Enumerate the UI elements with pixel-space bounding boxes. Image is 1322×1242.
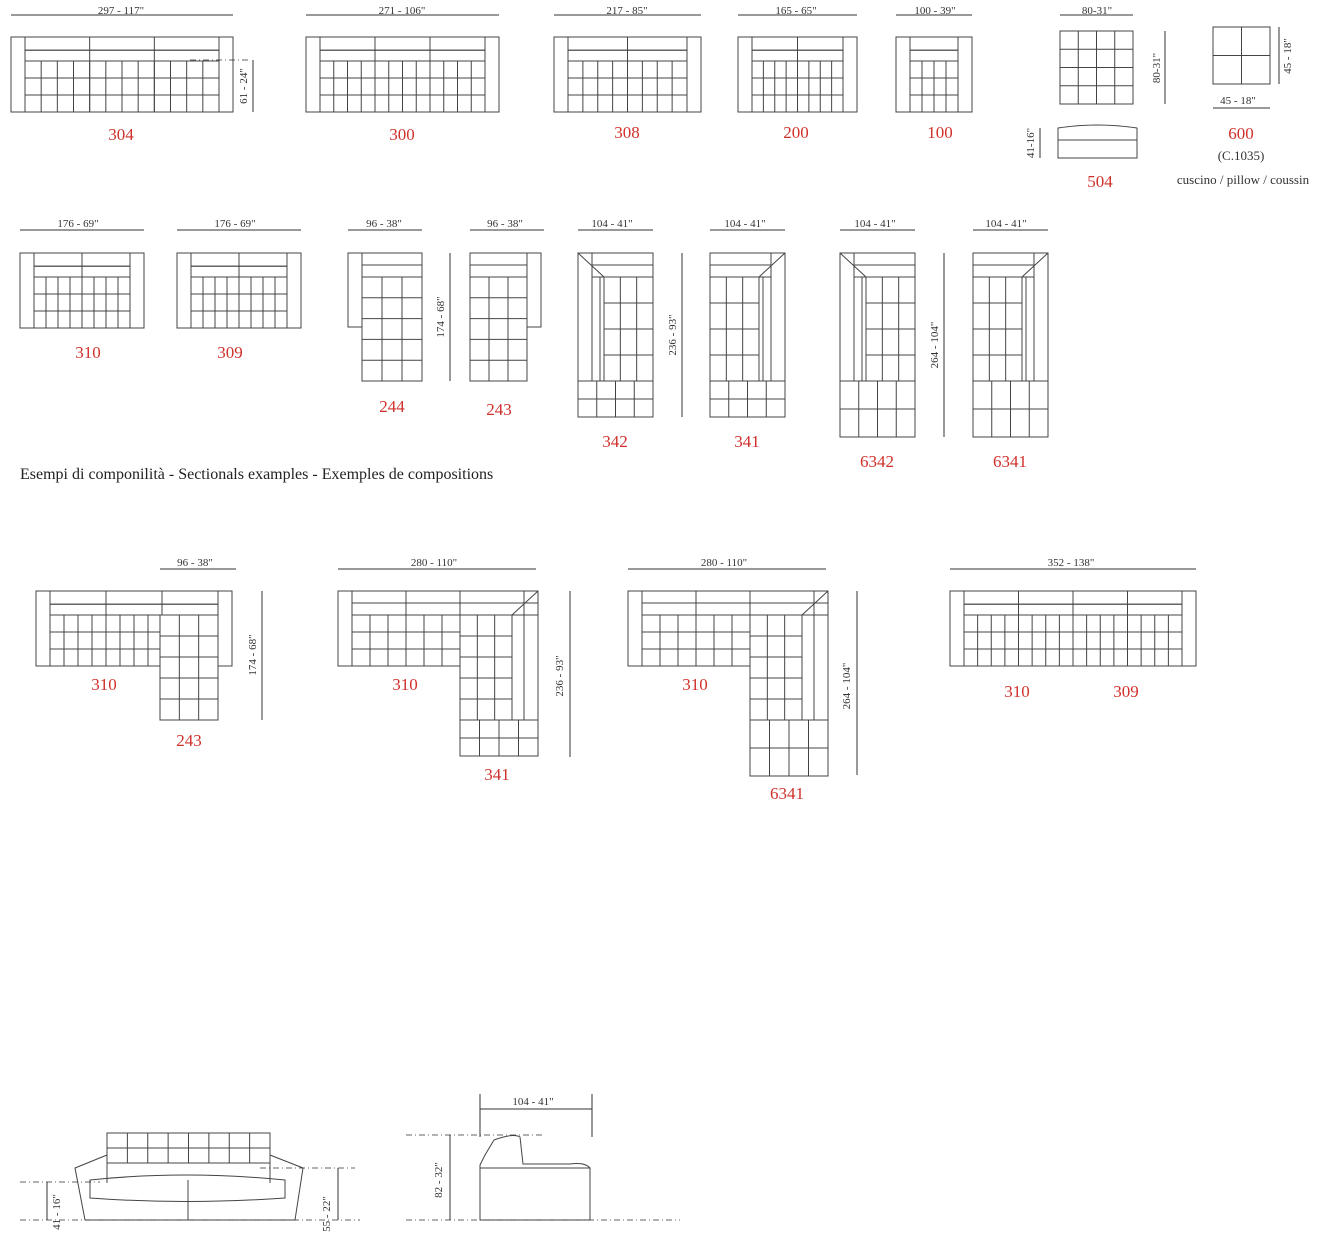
module-code-6342: 6342 (860, 452, 894, 471)
dim-depth-ex3: 264 - 104" (841, 662, 853, 710)
ex1-code-243: 243 (176, 731, 202, 750)
dim-width-341: 104 - 41" (724, 218, 766, 230)
dim-depth-244: 174 - 68" (435, 296, 447, 338)
ex1-code-310: 310 (91, 675, 117, 694)
line-drawings (11, 15, 1279, 1220)
module-code-308: 308 (614, 123, 640, 142)
module-code-200: 200 (783, 123, 809, 142)
dim-width-300: 271 - 106" (378, 5, 426, 17)
module-code-341: 341 (734, 432, 760, 451)
module-code-244: 244 (379, 397, 405, 416)
module-code-310: 310 (75, 343, 101, 362)
module-note-600: (C.1035) (1217, 148, 1265, 163)
dim-width-ex1: 96 - 38" (177, 557, 213, 569)
elev-total-height: 82 - 32" (433, 1162, 445, 1198)
dim-width-304: 297 - 117" (97, 5, 145, 17)
ex3-code-310: 310 (682, 675, 708, 694)
dim-width-ex2: 280 - 110" (410, 557, 458, 569)
dim-width-342: 104 - 41" (591, 218, 633, 230)
module-code-309: 309 (217, 343, 243, 362)
ex2-code-341: 341 (484, 765, 510, 784)
dim-width-504: 80-31" (1081, 5, 1113, 17)
module-code-300: 300 (389, 125, 415, 144)
elev-side-depth: 104 - 41" (512, 1096, 554, 1108)
module-code-6341: 6341 (993, 452, 1027, 471)
pillow-caption: cuscino / pillow / coussin (1176, 172, 1310, 187)
section-title: Esempi di componilità - Sectionals examples - Exemples de compositions (20, 466, 494, 483)
dim-width-ex3: 280 - 110" (700, 557, 748, 569)
module-code-504: 504 (1087, 172, 1113, 191)
ex2-code-310: 310 (392, 675, 418, 694)
module-code-243: 243 (486, 400, 512, 419)
dim-height-504: 41-16" (1025, 127, 1037, 159)
dim-width-310: 176 - 69" (57, 218, 99, 230)
dim-depth-504: 80-31" (1151, 52, 1163, 84)
module-code-342: 342 (602, 432, 628, 451)
elev-arm-height: 55 - 22" (321, 1196, 333, 1232)
dim-width-6342: 104 - 41" (854, 218, 896, 230)
dim-depth-ex1: 174 - 68" (247, 634, 259, 676)
dim-width-309: 176 - 69" (214, 218, 256, 230)
dim-depth-342: 236 - 93" (667, 314, 679, 356)
dim-width-200: 165 - 65" (775, 5, 817, 17)
dim-width-ex4: 352 - 138" (1047, 557, 1095, 569)
module-code-304: 304 (108, 125, 134, 144)
module-code-100: 100 (927, 123, 953, 142)
dim-seat-depth: 61 - 24" (238, 68, 250, 104)
dim-width-308: 217 - 85" (606, 5, 648, 17)
ex3-code-6341: 6341 (770, 784, 804, 803)
dim-depth-ex2: 236 - 93" (554, 655, 566, 697)
module-code-600: 600 (1228, 124, 1254, 143)
dim-width-243: 96 - 38" (487, 218, 523, 230)
elev-seat-height: 41 - 16" (51, 1194, 63, 1230)
dim-width-6341: 104 - 41" (985, 218, 1027, 230)
dim-depth-600: 45 - 18" (1282, 38, 1294, 74)
ex4-code-309: 309 (1113, 682, 1139, 701)
ex4-code-310: 310 (1004, 682, 1030, 701)
dim-width-244: 96 - 38" (366, 218, 402, 230)
dim-width-600: 45 - 18" (1220, 95, 1256, 107)
dim-width-100: 100 - 39" (914, 5, 956, 17)
dim-depth-6342: 264 - 104" (929, 321, 941, 369)
